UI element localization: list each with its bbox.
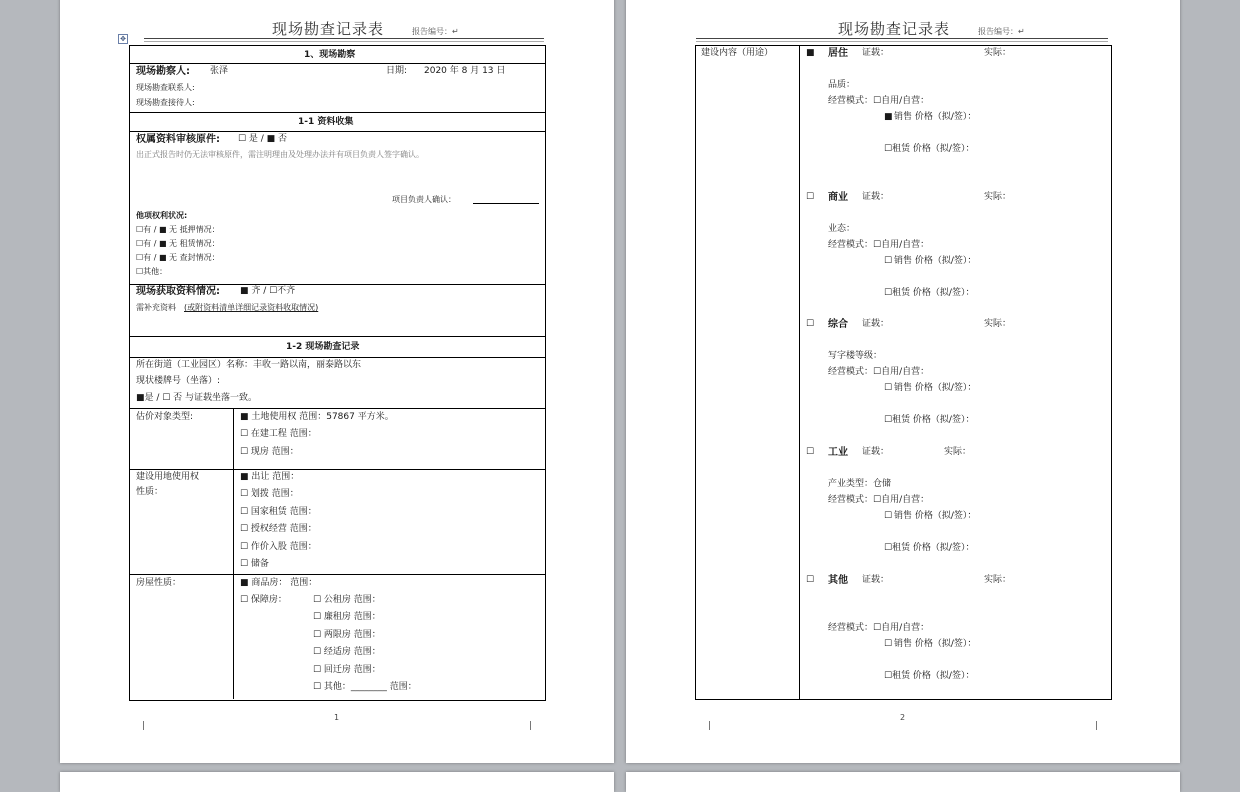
usage-checkbox[interactable]: ☐ xyxy=(806,319,815,329)
date-value: 2020 年 8 月 13 日 xyxy=(424,66,506,76)
sale-checkbox[interactable]: ☐ xyxy=(884,639,893,649)
actual-label: 实际： xyxy=(984,575,1012,585)
cert-label: 证载： xyxy=(862,575,890,585)
land-nature-option[interactable]: ☐ 储备 xyxy=(240,559,269,569)
pm-signature-line[interactable] xyxy=(473,203,539,204)
sale-price[interactable]: 销售 价格（拟/签）： xyxy=(894,511,977,521)
sale-price[interactable]: 销售 价格（拟/签）： xyxy=(894,639,977,649)
cert-label: 证载： xyxy=(862,192,890,202)
usage-checkbox[interactable]: ☐ xyxy=(806,447,815,457)
cert-label: 证载： xyxy=(862,319,890,329)
lease-status[interactable]: ☐有 / ■ 无 租赁情况： xyxy=(136,239,220,248)
section-title-1: 1、现场勘察 xyxy=(304,50,356,60)
usage-title: 工业 xyxy=(828,447,848,458)
building-number-label: 现状楼牌号（坐落）: xyxy=(136,376,221,386)
page-number: 2 xyxy=(900,713,906,722)
affordable-option[interactable]: ☐ 廉租房 范围： xyxy=(313,612,381,622)
house-commodity-option[interactable]: ■ 商品房： 范围： xyxy=(240,578,318,588)
actual-label: 实际： xyxy=(984,319,1012,329)
report-number: 报告编号：↵ xyxy=(412,27,459,36)
location-consistent[interactable]: ■是 / ☐ 否 与证载坐落一致。 xyxy=(136,393,258,403)
supplement-label: 需补充资料 xyxy=(136,303,176,312)
rent-price[interactable]: ☐租赁 价格（拟/签）： xyxy=(884,144,975,154)
land-nature-label-2: 性质： xyxy=(136,487,164,497)
usage-title: 综合 xyxy=(828,319,848,330)
supplement-note: (或附资料清单详细记录资料收取情况) xyxy=(184,303,319,312)
affordable-option[interactable]: ☐ 经适房 范围： xyxy=(313,647,381,657)
date-label: 日期: xyxy=(386,66,408,76)
section-title-1-1: 1-1 资料收集 xyxy=(298,117,354,127)
quality-label: 产业类型：仓储 xyxy=(828,479,892,489)
usage-checkbox[interactable]: ☐ xyxy=(806,575,815,585)
operating-mode[interactable]: 经营模式：☐自用/自营： xyxy=(828,367,930,377)
sale-checkbox[interactable]: ■ xyxy=(884,112,893,122)
actual-label: 实际： xyxy=(984,192,1012,202)
sale-checkbox[interactable]: ☐ xyxy=(884,256,893,266)
quality-label: 写字楼等级： xyxy=(828,351,883,361)
operating-mode[interactable]: 经营模式：☐自用/自营： xyxy=(828,623,930,633)
section-title-1-2: 1-2 现场勘查记录 xyxy=(286,342,360,352)
usage-checkbox[interactable]: ☐ xyxy=(806,192,815,202)
other-status[interactable]: ☐其他： xyxy=(136,267,168,276)
sale-price[interactable]: 销售 价格（拟/签）： xyxy=(894,112,977,122)
rent-price[interactable]: ☐租赁 价格（拟/签）： xyxy=(884,543,975,553)
cert-label: 证载： xyxy=(862,48,890,58)
usage-title: 居住 xyxy=(828,48,848,59)
contact-label: 现场勘查联系人: xyxy=(136,83,195,92)
document-page-1 xyxy=(60,0,614,763)
collect-label: 现场获取资料情况: xyxy=(136,286,220,297)
sale-price[interactable]: 销售 价格（拟/签）： xyxy=(894,256,977,266)
rent-price[interactable]: ☐租赁 价格（拟/签）： xyxy=(884,671,975,681)
content-label: 建设内容（用途） xyxy=(701,48,774,58)
rent-price[interactable]: ☐租赁 价格（拟/签）： xyxy=(884,288,975,298)
land-nature-option[interactable]: ☐ 划拨 范围： xyxy=(240,489,299,499)
land-nature-option[interactable]: ☐ 授权经营 范围： xyxy=(240,524,317,534)
land-nature-option[interactable]: ☐ 国家租赁 范围： xyxy=(240,507,317,517)
object-type-option[interactable]: ☐ 现房 范围： xyxy=(240,447,299,457)
sale-checkbox[interactable]: ☐ xyxy=(884,511,893,521)
land-nature-label: 建设用地使用权 xyxy=(136,472,200,482)
sale-checkbox[interactable]: ☐ xyxy=(884,383,893,393)
object-type-option[interactable]: ☐ 在建工程 范围： xyxy=(240,429,317,439)
table-move-handle-icon[interactable]: ✥ xyxy=(118,34,128,44)
document-page-2 xyxy=(626,0,1180,763)
street-name: 所在街道（工业园区）名称：丰收一路以南，丽泰路以东 xyxy=(136,360,362,370)
quality-label: 业态： xyxy=(828,224,856,234)
rent-price[interactable]: ☐租赁 价格（拟/签）： xyxy=(884,415,975,425)
operating-mode[interactable]: 经营模式：☐自用/自营： xyxy=(828,240,930,250)
rights-review-label: 权属资料审核原件: xyxy=(136,134,220,145)
object-type-option[interactable]: ■ 土地使用权 范围：57867 平方米。 xyxy=(240,412,394,422)
operating-mode[interactable]: 经营模式：☐自用/自营： xyxy=(828,495,930,505)
surveyor-label: 现场勘察人: xyxy=(136,66,190,77)
document-page-3 xyxy=(60,772,614,792)
pm-confirm-label: 项目负责人确认： xyxy=(392,195,456,204)
page-title: 现场勘查记录表 xyxy=(272,20,385,38)
affordable-option[interactable]: ☐ 公租房 范围： xyxy=(313,595,381,605)
land-nature-option[interactable]: ☐ 作价入股 范围： xyxy=(240,542,317,552)
page-number: 1 xyxy=(334,713,340,722)
collect-options[interactable]: ■ 齐 / ☐不齐 xyxy=(240,286,296,296)
other-rights-label: 他项权利状况: xyxy=(136,211,188,220)
page-title: 现场勘查记录表 xyxy=(838,20,951,38)
house-affordable-option[interactable]: ☐ 保障房： xyxy=(240,595,287,605)
object-type-label: 估价对象类型: xyxy=(136,412,194,422)
usage-checkbox[interactable]: ■ xyxy=(806,48,815,58)
affordable-option[interactable]: ☐ 回迁房 范围： xyxy=(313,665,381,675)
report-number: 报告编号：↵ xyxy=(978,27,1025,36)
seizure-status[interactable]: ☐有 / ■ 无 查封情况： xyxy=(136,253,220,262)
mortgage-status[interactable]: ☐有 / ■ 无 抵押情况： xyxy=(136,225,220,234)
quality-label: 品质： xyxy=(828,80,856,90)
usage-title: 其他 xyxy=(828,575,848,586)
rights-note: 出正式报告时仍无法审核原件，需注明理由及处理办法并有项目负责人签字确认。 xyxy=(136,150,424,159)
actual-label: 实际： xyxy=(944,447,972,457)
cert-label: 证载： xyxy=(862,447,890,457)
land-nature-option[interactable]: ■ 出让 范围： xyxy=(240,472,300,482)
surveyor-name: 张泽 xyxy=(210,66,229,76)
actual-label: 实际： xyxy=(984,48,1012,58)
receiver-label: 现场勘查接待人: xyxy=(136,98,195,107)
usage-title: 商业 xyxy=(828,192,848,203)
sale-price[interactable]: 销售 价格（拟/签）： xyxy=(894,383,977,393)
document-page-4 xyxy=(626,772,1180,792)
rights-review-options[interactable]: ☐ 是 / ■ 否 xyxy=(238,134,288,144)
affordable-option[interactable]: ☐ 两限房 范围： xyxy=(313,630,381,640)
operating-mode[interactable]: 经营模式：☐自用/自营： xyxy=(828,96,930,106)
house-nature-label: 房屋性质： xyxy=(136,578,182,588)
affordable-option[interactable]: ☐ 其他：________ 范围： xyxy=(313,682,417,692)
